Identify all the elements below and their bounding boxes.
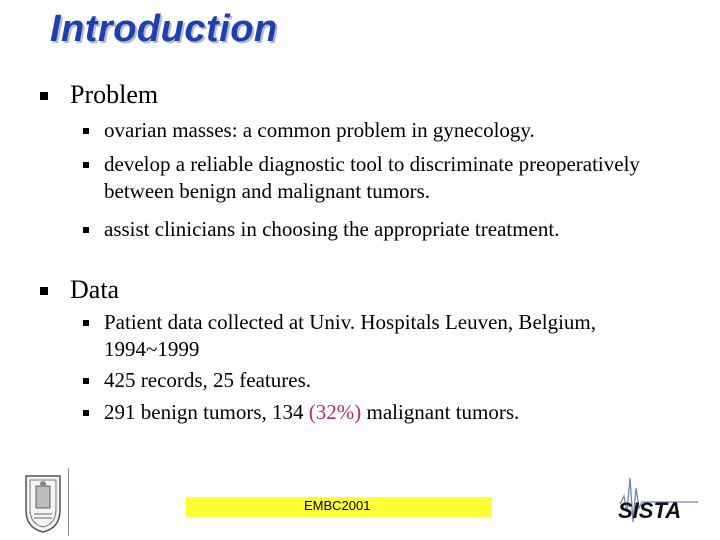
bullet-icon: [83, 128, 89, 134]
list-item: assist clinicians in choosing the appropriate treatment.: [104, 217, 560, 241]
footer-label: EMBC2001: [304, 498, 371, 513]
university-seal-icon: [22, 470, 64, 534]
bullet-icon: [83, 162, 89, 168]
footer-bar: [186, 497, 492, 517]
list-item: [104, 399, 704, 426]
bullet-icon: [83, 410, 89, 416]
bullet-icon: [40, 92, 48, 100]
bullet-icon: [83, 378, 89, 384]
divider: [68, 468, 69, 536]
bullet-icon: [83, 320, 89, 326]
svg-text:SISTA: SISTA: [618, 498, 682, 523]
list-item-text: 291 benign tumors, 134: [104, 400, 309, 424]
list-item: ovarian masses: a common problem in gynecology.: [104, 118, 535, 142]
highlight-percentage: (32%): [308, 400, 362, 424]
sista-logo-icon: [616, 474, 700, 524]
list-item: 425 records, 25 features.: [104, 368, 312, 392]
bullet-icon: [83, 227, 89, 233]
section-heading-problem: Problem: [70, 80, 159, 109]
list-item: develop a reliable diagnostic tool to discriminate preoperatively between benign and malignant tumors.: [104, 152, 640, 203]
bullet-icon: [40, 287, 48, 295]
list-item: Patient data collected at Univ. Hospitals Leuven, Belgium, 1994~1999: [104, 310, 597, 361]
slide-title: Introduction: [50, 8, 278, 50]
section-heading-data: Data: [70, 275, 120, 304]
list-item-text: malignant tumors.: [361, 400, 520, 424]
